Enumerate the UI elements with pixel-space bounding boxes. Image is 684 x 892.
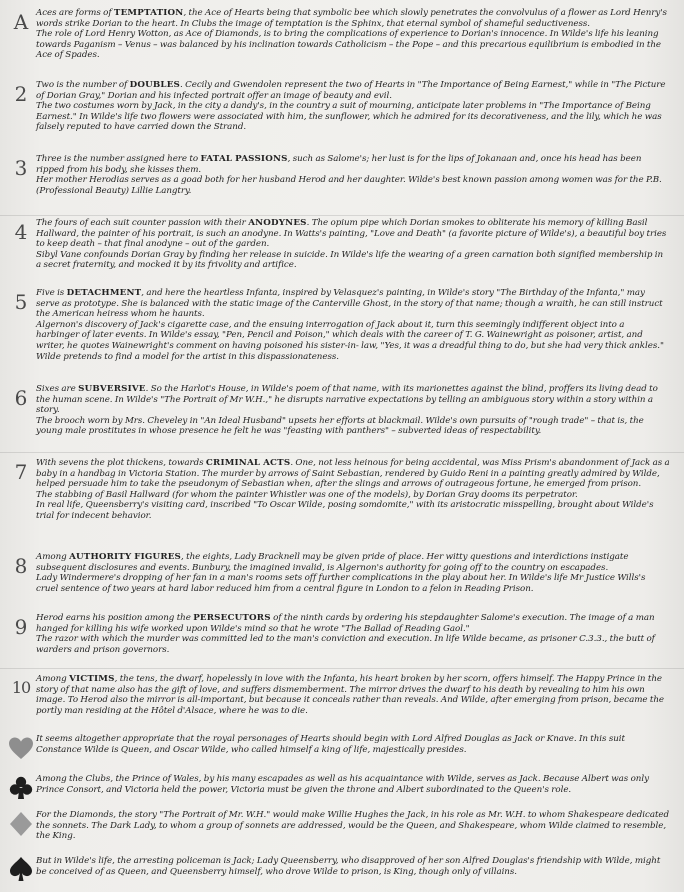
entry-marker: 10 — [11, 678, 31, 697]
fold-line — [0, 668, 684, 669]
paragraph: Three is the number assigned here to FATAL PASSIONS, such as Salome's; her lust is for the lips of Jokanaan and, once his head has been ripped from his body, she kisses them. — [36, 154, 642, 175]
club-icon — [8, 775, 34, 801]
entry-text — [36, 734, 670, 755]
entry-marker: A — [13, 10, 29, 34]
paragraph: Lady Windermere's dropping of her fan in a man's rooms sets off further complications in the play about her. In Wilde's life Mr Justice Wills's cruel sentence of two years at hard labor reduced him from a central figure in London to a felon in Reading Prison. — [36, 573, 646, 594]
entry-marker: 4 — [14, 220, 28, 244]
paragraph: Algernon's discovery of Jack's cigarette case, and the ensuing interrogation of Jack about it, turn this seemingly indifferent object into a harbinger of later events. In Wilde's essay, "Pen, Pencil and Poison," which deals with the career of T. G. Wainewright as poisoner, artist, and writer, he quotes Wainewright's comment on having poisoned his sister-in- law, "Yes, it was a dreadful thing to do, but she had very thick ankles." Wilde pretends to find a model for the artist in this dispassionateness. — [36, 319, 664, 362]
entry-text — [36, 810, 670, 842]
paragraph: The role of Lord Henry Wotton, as Ace of Diamonds, is to bring the complications of experience to Dorian's innocence. In Wilde's life his leaning towards Paganism – Venus – was balanced by his inclination towards Catholicism – the Pope – and this precarious equilibrium is embodied in the Ace of Spades. — [36, 29, 661, 61]
paragraph: With sevens the plot thickens, towards CRIMINAL ACTS. One, not less heinous for being accidental, was Miss Prism's abandonment of Jack as a baby in a handbag in Victoria Station. The murder by arrows of Saint Sebastian, rendered by Guido Reni in a painting greatly admired by Wilde, helped persuade him to take the pseudonym of Sebastian when, after the slings and arrows of outrageous fortune, he emerged from prison. — [36, 458, 670, 490]
paragraph: Aces are forms of TEMPTATION, the Ace of Hearts being that symbolic bee which slowly penetrates the convolvulus of a flower as Lord Henry's words strike Dorian to the heart. In Clubs the image of temptation is the Sphinx, that eternal symbol of shameful seductiveness. — [36, 8, 667, 29]
paragraph: Among AUTHORITY FIGURES, the eights, Lady Bracknell may be given pride of place. Her witty questions and interdictions instigate subsequent disclosures and events. Bunbury, the imagined invalid, is Algernon's authority for going off to the country on escapades. — [36, 552, 629, 573]
paragraph: Herod earns his position among the PERSECUTORS of the ninth cards by ordering his stepdaughter Salome's execution. The image of a man hanged for killing his wife worked upon Wilde's mind so that he wrote "The Ballad of Reading Gaol." — [36, 613, 655, 634]
paragraph: Two is the number of DOUBLES. Cecily and Gwendolen represent the two of Hearts in "The Importance of Being Earnest," while in "The Picture of Dorian Gray," Dorian and his infected portrait offer an image of beauty and evil. — [36, 80, 666, 101]
fold-line — [0, 215, 684, 216]
paragraph: Her mother Herodias serves as a goad both for her husband Herod and her daughter. Wilde's best known passion among women was for the P.B. (Professional Beauty) Lillie Langtry. — [36, 175, 662, 196]
paragraph: Sixes are SUBVERSIVE. So the Harlot's House, in Wilde's poem of that name, with its marionettes against the blind, proffers its living dead to the human scene. In Wilde's "The Portrait of Mr W.H.," he disrupts narrative expectations by telling an ambiguous story within a story within a story. — [36, 384, 658, 416]
entry-text — [36, 552, 670, 594]
entry-marker: 5 — [14, 290, 28, 314]
entry-text — [36, 856, 670, 877]
entry-marker: 9 — [14, 615, 28, 639]
paragraph: In real life, Queensberry's visiting card, inscribed "To Oscar Wilde, posing somdomite," with its aristocratic misspelling, brought about Wilde's trial for indecent behavior. — [36, 500, 654, 521]
paragraph: The two costumes worn by Jack, in the city a dandy's, in the country a suit of mourning, anticipate later problems in "The Importance of Being Earnest." In Wilde's life two flowers were associated with him, the sunflower, which he admired for its decorativeness, and the lily, which he was falsely reputed to have carried down the Strand. — [36, 101, 662, 133]
entry-text — [36, 774, 670, 795]
entry-marker: 8 — [14, 554, 28, 578]
paragraph: Five is DETACHMENT, and here the heartless Infanta, inspired by Velasquez's painting, in Wilde's story "The Birthday of the Infanta," may serve as prototype. She is balanced with the static image of the Canterville Ghost, in the story of that name; though a wraith, he can still instruct the American heiress whom he haunts. — [36, 288, 663, 320]
paragraph: Sibyl Vane confounds Dorian Gray by finding her release in suicide. In Wilde's life the wearing of a green carnation both signified membership in a secret fraternity, and mocked it by its frivolity and artifice. — [36, 249, 664, 271]
paragraph: The stabbing of Basil Hallward (for whom the painter Whistler was one of the models), by Dorian Gray dooms its perpetrator. — [36, 489, 578, 500]
entry-text — [36, 8, 670, 61]
entry-text — [36, 458, 670, 522]
heart-icon — [8, 736, 34, 762]
entry-text — [36, 218, 670, 271]
entry-marker: 2 — [14, 82, 28, 106]
fold-line — [0, 452, 684, 453]
entry-text — [36, 384, 670, 437]
entry-marker: 3 — [14, 156, 28, 180]
paragraph: The brooch worn by Mrs. Cheveley in "An Ideal Husband" upsets her efforts at blackmail. Wilde's own pursuits of "rough trade" – that is, the young male prostitutes in whose presence he felt he was "feasting with panthers" – subverted ideas of respectability. — [36, 415, 644, 437]
spade-icon — [8, 856, 34, 882]
entry-text — [36, 154, 670, 196]
entry-text — [36, 674, 670, 716]
entry-marker: 6 — [14, 386, 28, 410]
paragraph: Among the Clubs, the Prince of Wales, by his many escapades as well as his acquaintance with Wilde, serves as Jack. Because Albert was only Prince Consort, and Victoria held the power, Victoria must be given the throne and Albert subordinated to the Queen's role. — [36, 774, 649, 795]
paragraph: Among VICTIMS, the tens, the dwarf, hopelessly in love with the Infanta, his heart broken by her scorn, offers himself. The Happy Prince in the story of that name also has the gift of love, and suffers dismemberment. The mirror drives the dwarf to his death by revealing to him his own image. To Herod also the mirror is all-important, but because it conceals rather than reveals. And Wilde, after emerging from prison, became the portly man residing at the Hôtel d'Alsace, where he was to die. — [36, 674, 664, 716]
paragraph: But in Wilde's life, the arresting policeman is Jack; Lady Queensberry, who disapproved of her son Alfred Douglas's friendship with Wilde, might be conceived of as Queen, and Queensberry himself, who drove Wilde to prison, is King, though only of villains. — [36, 856, 661, 877]
entry-text — [36, 613, 670, 655]
entry-text — [36, 80, 670, 133]
paragraph: The fours of each suit counter passion with their ANODYNES. The opium pipe which Dorian smokes to obliterate his memory of killing Basil Hallward, the painter of his portrait, is such an anodyne. In Watts's painting, "Love and Death" (a favorite picture of Wilde's), a beautiful boy tries to keep death – that final anodyne – out of the garden. — [36, 218, 667, 250]
paragraph: It seems altogether appropriate that the royal personages of Hearts should begin with Lord Alfred Douglas as Jack or Knave. In this suit Constance Wilde is Queen, and Oscar Wilde, who called himself a king of life, majestically presides. — [36, 734, 625, 755]
entry-text — [36, 288, 670, 362]
paragraph: For the Diamonds, the story "The Portrait of Mr. W.H." would make Willie Hughes the Jack, in his role as Mr. W.H. to whom Shakespeare dedicated the sonnets. The Dark Lady, to whom a group of sonnets are addressed, would be the Queen, and Shakespeare, whom Wilde claimed to resemble, the King. — [36, 810, 670, 842]
diamond-icon — [8, 811, 34, 837]
entry-marker: 7 — [14, 460, 28, 484]
paragraph: The razor with which the murder was committed led to the man's conviction and execution. In life Wilde became, as prisoner C.3.3., the butt of warders and prison governors. — [36, 634, 655, 655]
